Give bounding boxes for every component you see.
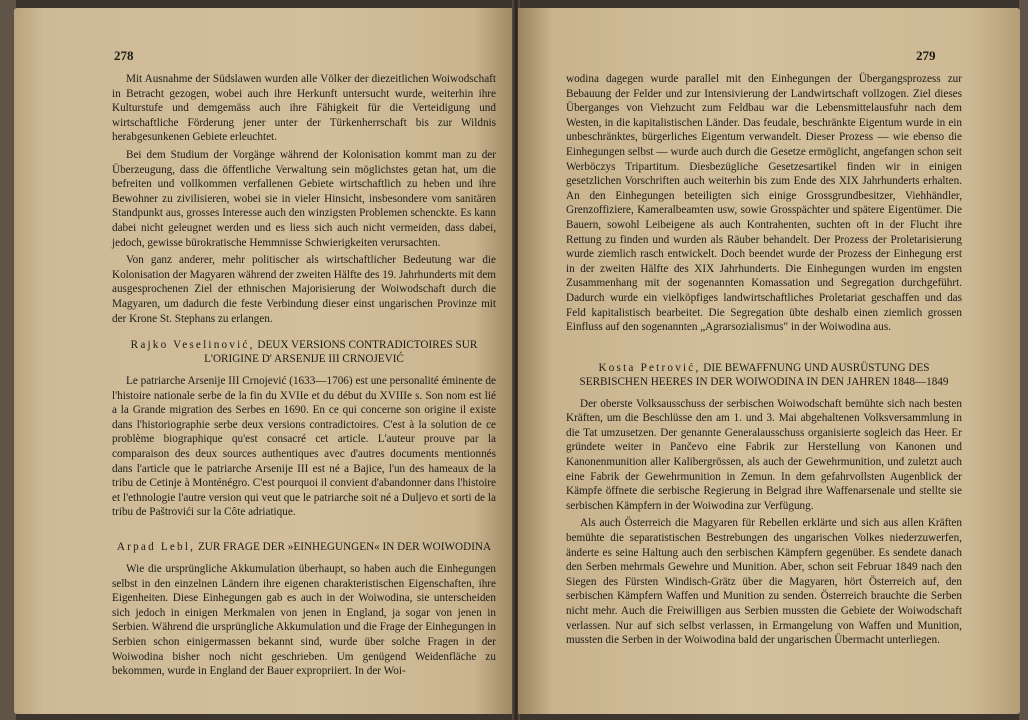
paragraph: Von ganz anderer, mehr politischer als wirtschaftlicher Bedeutung war die Kolonisation der Magyaren während der zweiten Hälfte des 19. Jahrhunderts mit dem ausgesprochenen Ziel der ethnischen Majorisierung der Woiwodschaft durch die Magyaren, um dadurch die feste Verbindung dieser einst ungarischen Provinze mit der Krone St. Stephans zu erlangen. [112,254,496,325]
article-author: Arpad Lebl, [116,541,196,554]
page-stack-right [1019,0,1028,720]
paragraph: Mit Ausnahme der Südslawen wurden alle Völker der diezeitlichen Woiwodschaft in Betracht gezogen, wobei auch ihre Herkunft untersucht wurde, weiterhin ihre Kulturstufe und demgemäss auch ihre Fähigkeit für die Verteidigung und wirtschaftliche Förderung jener unter der Türkenherrschaft bis zur Wildnis herabgesunkenen Gebiete erleuchtet. [112,73,496,144]
article-heading [112,540,496,554]
right-page [518,8,1020,714]
paragraph: Le patriarche Arsenije III Crnojević (1633—1706) est une personalité éminente de l'histoire nationale serbe de la fin du XVIIe et du début du XVIIIe s. Son nom est lié a la Grande migration des Serbes en 1690. En ce qui concerne son origine il existe dans l'historiographie serbe deux versions contradictoires. C'est à la solution de ce problème biographique qu'est consacré cet article. L'auteur prouve par la comparaison des deux sources authentiques avec d'autres documents mentionnés dans l'article que le patriarche Arsenije III est né a Bajice, l'un des hameaux de la tribu de Cetinje à Monténégro. C'est pourquoi il convient d'abandonner dans l'histoire et l'ethnologie l'autre version qui veut que le patriarche soit né a Duljevo et sorti de la tribu de Paštrovići sur la Côte adriatique. [112,375,496,519]
paragraph: Als auch Österreich die Magyaren für Rebellen erklärte und sich aus allen Kräften bemühte die separatistischen Bestrebungen des ungarischen Volkes niederzuwerfen, änderte es seine Haltung auch den serbischen Kämpfern gegenüber. Es sendete danach den Serben mehrmals Gewehre und Munition. Aber, schon seit Februar 1849 nach den Siegen des Fürsten Windisch-Grätz über die Magyaren, hört Österreich auf, den serbischen Kämpfern Waffen und Munition zu senden. Österreich brauchte die Serben nicht mehr. Auch die Freiwilligen aus Serbien mussten die Gebiete der Woiwodschaft verlassen. Nur auf sich selbst verlassen, in Ermangelung von Waffen und Munition, mussten die Serben in der Woiwodina bald der ungarischen Übermacht unterliegen. [566,517,962,647]
paragraph: Bei dem Studium der Vorgänge während der Kolonisation kommt man zu der Überzeugung, dass die öffentliche Verwaltung sein möglichstes getan hat, um die befreiten und vollkommen verfallenen Gebiete wirtschaftlich zu heben und ihre Bewohner zu zivilisieren, wobei sie in vieler Hinsicht, insbesondere vom sanitären Standpunkt aus, grosses Interesse auch den winzigsten Problemen schenckte. Es kann dabei nicht geleugnet werden und es liess sich auch nicht vermeiden, dass dabei, jedoch, gewisse bürokratische Hemmnisse Schwierigkeiten verursachten. [112,148,496,249]
paragraph: Der oberste Volksausschuss der serbischen Woiwodschaft bemühte sich nach besten Kräften, um die Beschlüsse den am 1. und 3. Mai abgehaltenen Volksversammlung in die Tat umzusetzen. Der genannte Generalausschuss organisierte sogleich das Heer. Er gründete weiter in Pančevo eine Fabrik zur Herstellung von Kanonen und Kanonenmunition aller Kalibergrössen, als auch der Gewehrmunition, und zuletzt auch eine Fabrik der Gewehrmunition in Zemun. In dem gefahrvollsten Augenblick der Kämpfe öffnete die serbische Regierung in Belgrad ihre Waffenarsenale und stellte sie serbischen Kämpfern in der Woiwodina zur Verfügung. [566,397,962,512]
article-title: ZUR FRAGE DER »EINHEGUNGEN« IN DER WOIWODINA [197,541,492,554]
article-title: DIE BEWAFFNUNG UND AUSRÜSTUNG DES SERBISCHEN HEERES IN DER WOIWODINA IN DEN JAHREN 1848—1849 [579,361,949,388]
article-author: Kosta Petrović, [598,361,701,374]
article-author: Rajko Veselinović, [130,339,255,352]
left-page [14,8,514,714]
left-page-text [112,72,496,682]
paragraph: wodina dagegen wurde parallel mit den Einhegungen der Übergangsprozess zur Bebauung der Felder und zur Intensivierung der Landwirtschaft vollzogen. Ziel dieses Überganges von Viehzucht zum Feldbau war die Lebensmittelausfuhr nach dem Westen, in die kapitalistischen Länder. Das feudale, beschränkte Eigentum wurde in ein unbeschränktes, bürgerliches Eigentum verwandelt. Dieser Prozess — wie ebenso die Einhegungen selbst — wurde auch durch die Gesetze ermöglicht, angefangen schon seit Werböczys Tripartitum. Diesbezügliche Gesetzesartikel finden wir in einigen gesetzlichen Vorschriften auch weiterhin bis zum Ende des XIX Jahrhunderts erhalten. An den Einhegungen beteiligten sich einige Grossgrundbesitzer, Viehhändler, Grenzoffiziere, Kameralbeamten usw, sowie Grosspächter und spätere Eigentümer. Die Bauern, sowohl Leibeigene als auch Kontrahenten, suchten oft in der Flucht ihre Rettung zu finden und wurden als Räuber behandelt. Der Prozess der Proletarisierung wurde ziemlich rasch entwickelt. Doch beendet wurde der Prozess der Einhegung erst in der zweiten Hälfte des XIX Jahrhunderts. Die Einhegungen wurden im engsten Zusammenhang mit der sogenannten Komassation und Segregation durchgeführt. Dadurch wurde ein vielköpfiges landwirtschaftliches Proletariat geschaffen und das Feld kapitalistisch bearbeitet. Die Segregation übte deshalb einen ziemlich grossen Einfluss auf den sogenannten „Agrarsozialismus" in der Woiwodina aus. [566,73,962,334]
right-page-text [566,72,962,651]
page-number-right: 279 [916,48,936,63]
article-title: DEUX VERSIONS CONTRADICTOIRES SUR L'ORIGINE D' ARSENIJE III CRNOJEVIĆ [204,339,478,366]
article-heading [566,361,962,389]
page-number-left: 278 [114,48,134,63]
article-heading [112,338,496,366]
paragraph: Wie die ursprüngliche Akkumulation überhaupt, so haben auch die Einhegungen selbst in den einzelnen Ländern ihre eigenen charakteristischen Eigenschaften, ihre Eigenheiten. Diese Einhegungen gab es auch in der Woiwodina, sie unterscheiden sich jedoch in einigen Merkmalen von jenen in England, ja sogar von jenen in Serbien. Während die ursprüngliche Akkumulation und die Frage der Einhegungen in Serbien schon einigermassen bekannt sind, wurde über solche Fragen in der Woiwodina bisher noch nicht geschrieben. Um genügend Weidenfläche zu bekommen, wurde in England der Bauer expropriiert. In der Woi- [112,563,496,678]
